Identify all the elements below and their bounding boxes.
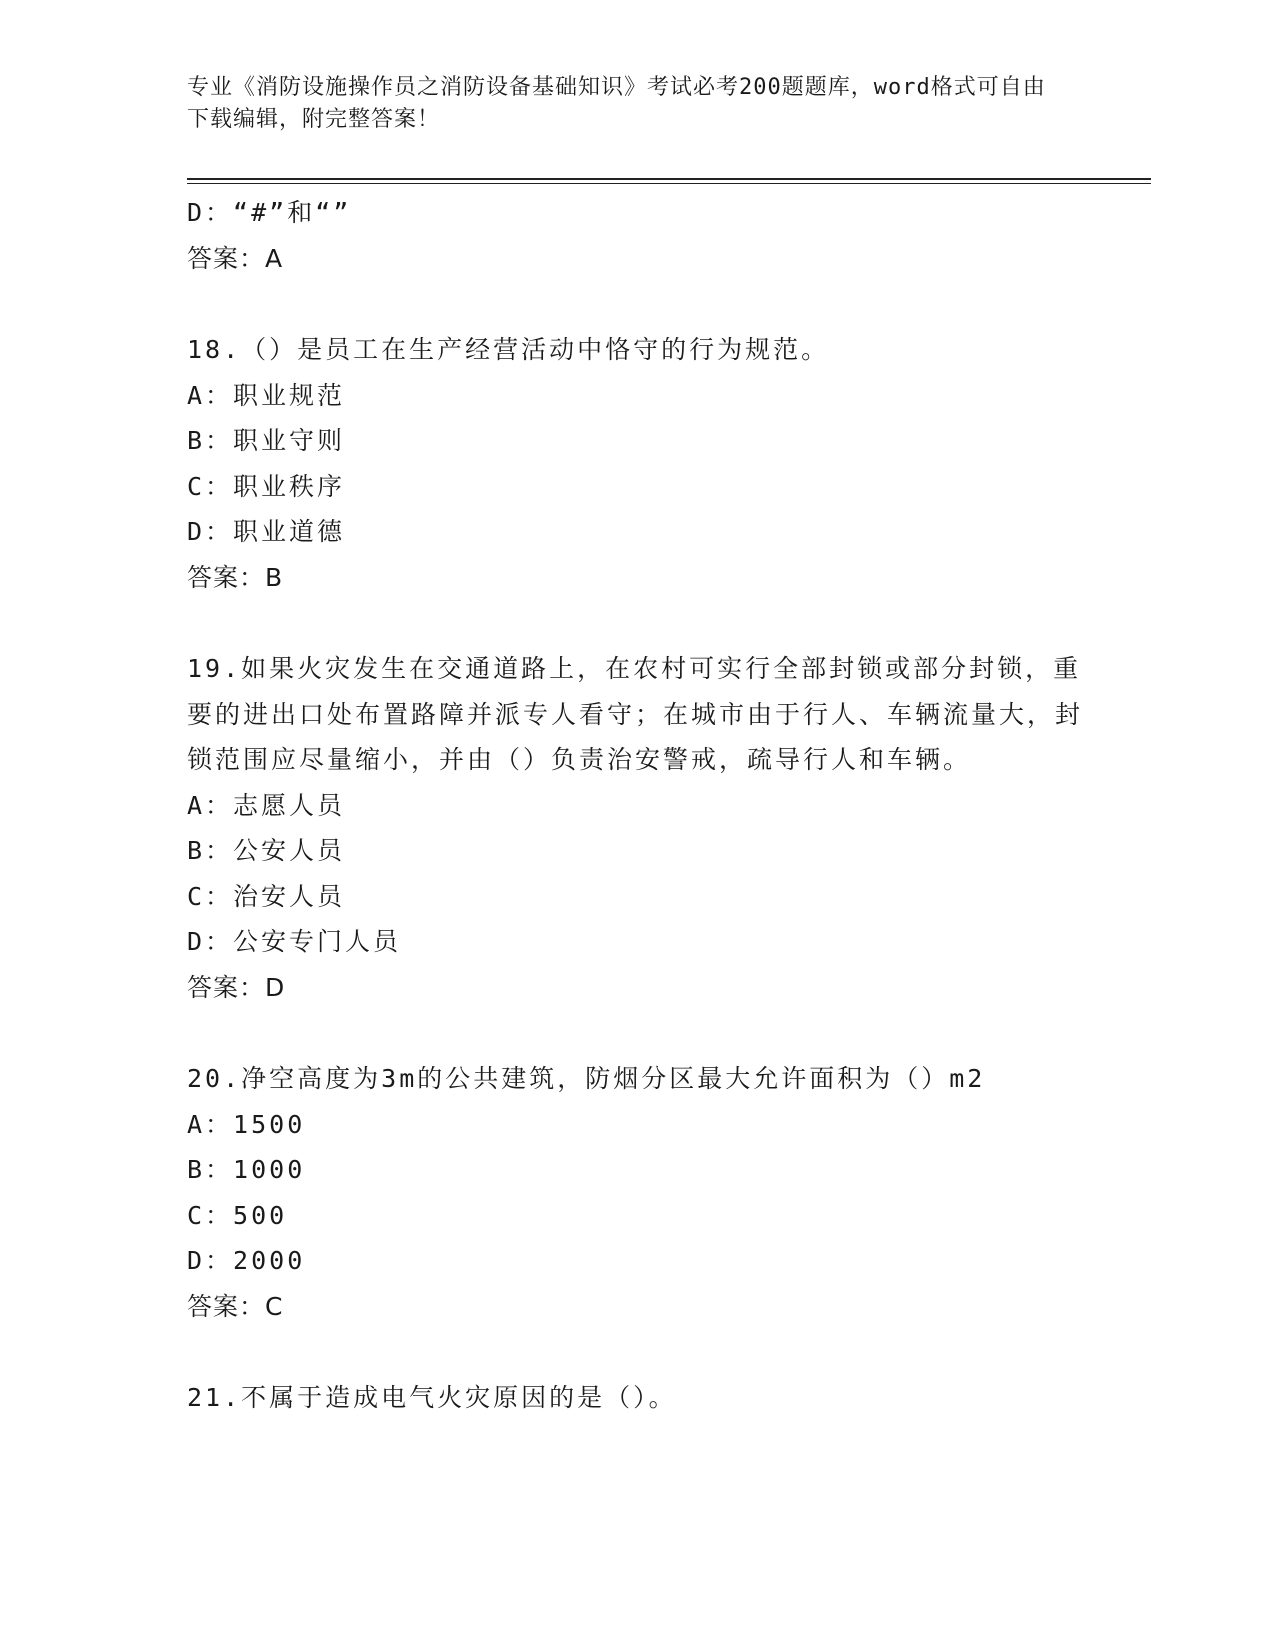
option-b: B：职业守则 [187, 426, 346, 455]
question-20 [187, 1056, 1087, 1329]
option-c: C：职业秩序 [187, 471, 346, 501]
option-a: A：1500 [187, 1109, 306, 1139]
option-d: D：“#”和“” [187, 198, 352, 227]
document-body [187, 190, 1087, 1421]
header-rule [187, 178, 1151, 180]
option-a: A：职业规范 [187, 380, 346, 410]
answer: 答案：D [187, 972, 286, 1002]
question-stem: 18.（）是员工在生产经营活动中恪守的行为规范。 [187, 335, 830, 364]
spacer [187, 1010, 1087, 1056]
spacer [187, 600, 1087, 646]
page-header-text: 专业《消防设施操作员之消防设备基础知识》考试必考200题题库，word格式可自由下载编辑，附完整答案！ [187, 75, 1046, 132]
header-rule-thin [187, 183, 1151, 184]
answer: 答案：C [187, 1291, 284, 1321]
option-d: D：职业道德 [187, 517, 346, 546]
option-a: A：志愿人员 [187, 790, 346, 820]
question-stem: 19.如果火灾发生在交通道路上，在农村可实行全部封锁或部分封锁，重要的进出口处布置路障并派专人看守；在城市由于行人、车辆流量大，封锁范围应尽量缩小，并由（）负责治安警戒，疏导行人和车辆。 [187, 654, 1084, 774]
question-stem: 20.净空高度为3m的公共建筑，防烟分区最大允许面积为（）m2 [187, 1064, 986, 1093]
question-21 [187, 1375, 1087, 1421]
option-b: B：公安人员 [187, 836, 346, 865]
option-d: D：公安专门人员 [187, 927, 402, 956]
spacer [187, 1329, 1087, 1375]
option-d: D：2000 [187, 1246, 306, 1275]
question-18 [187, 327, 1087, 600]
answer: 答案：B [187, 562, 284, 592]
option-c: C：治安人员 [187, 881, 346, 911]
option-c: C：500 [187, 1200, 288, 1230]
question-19 [187, 646, 1087, 1010]
spacer [187, 281, 1087, 327]
option-b: B：1000 [187, 1155, 306, 1184]
answer: 答案：A [187, 243, 284, 273]
question-stem: 21.不属于造成电气火灾原因的是（）。 [187, 1383, 677, 1412]
